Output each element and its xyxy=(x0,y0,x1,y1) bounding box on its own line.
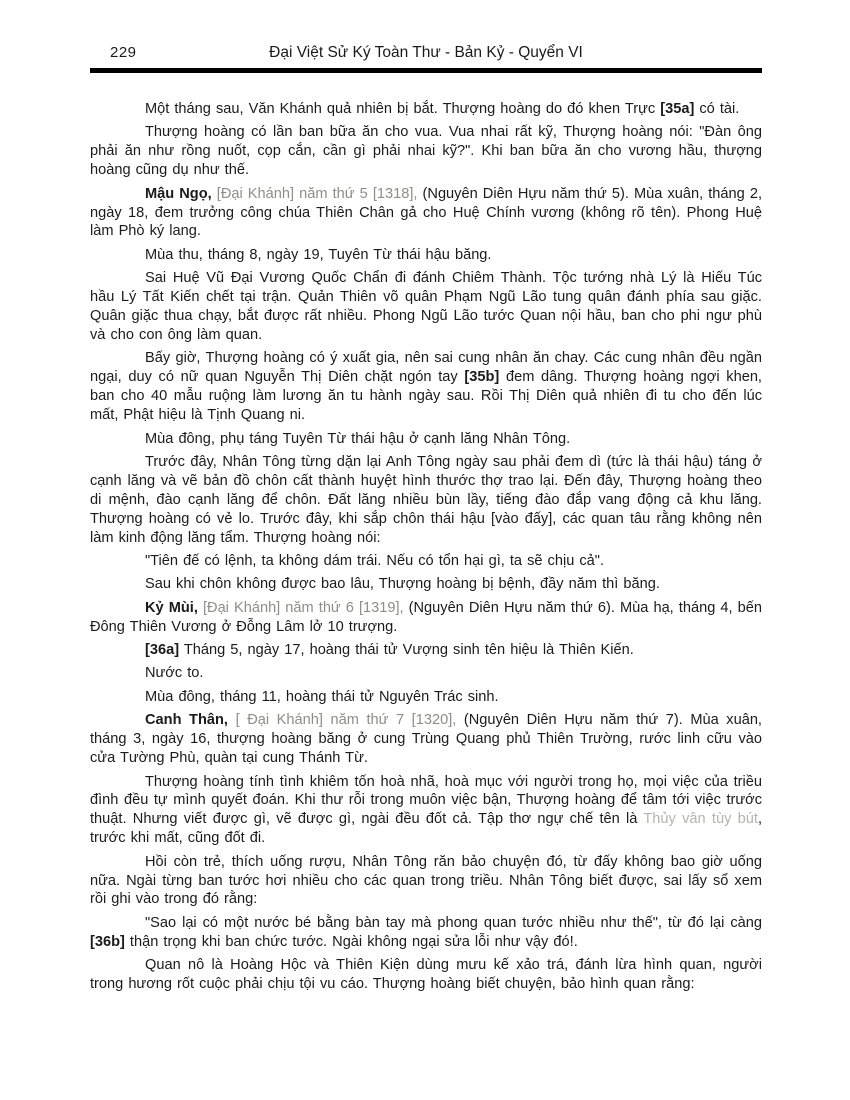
paragraph xyxy=(90,123,762,180)
text-run: Nước to. xyxy=(145,665,204,682)
text-run: Thượng hoàng có lần ban bữa ăn cho vua. Vua nhai rất kỹ, Thượng hoàng nói: "Đàn ông phải ăn như rồng nuốt, cọp cắn, cần gì phải nhai kỹ?". Khi ban bữa ăn cho vương hầu, thượng hoàng cũng dụ như thế. xyxy=(90,124,762,179)
text-run: , trước khi mất, cũng đốt đi. xyxy=(90,811,762,847)
bold-run: [36b] xyxy=(90,933,125,950)
page-number: 229 xyxy=(110,44,137,61)
paragraph xyxy=(90,349,762,425)
text-run: "Tiên đế có lệnh, ta không dám trái. Nếu có tổn hại gì, ta sẽ chịu cả". xyxy=(145,552,605,569)
bold-run: [35a] xyxy=(660,101,695,117)
era-name-run: [Đại Khánh] năm thứ 5 [1318], xyxy=(216,185,423,202)
paragraph xyxy=(90,453,762,548)
text-run: thận trọng khi ban chức tước. Ngài không ngại sửa lỗi như vậy đó!. xyxy=(124,933,578,950)
paragraph xyxy=(90,430,762,449)
text-run: Hồi còn trẻ, thích uống rượu, Nhân Tông răn bảo chuyện đó, từ đấy không bao giờ uống nữa. Ngài từng ban tước hơi nhiều cho các quan trong triều. Nhân Tông biết được, sai lấy sổ xem rồi ghi vào trong đó rằng: xyxy=(90,853,762,908)
paragraph xyxy=(90,914,762,952)
text-run: (Nguyên Diên Hựu năm thứ 6). Mùa hạ, tháng 4, bến Đông Thiên Vương ở Đỗng Lâm lở 10 trượng. xyxy=(90,599,762,635)
text-run: Sai Huệ Vũ Đại Vương Quốc Chẩn đi đánh Chiêm Thành. Tộc tướng nhà Lý là Hiếu Túc hầu Lý Tất Kiến chết tại trận. Quản Thiên võ quân Phạm Ngũ Lão tung quân đánh phía sau giặc. Quân giặc thua chạy, bắt được rất nhiều. Phong Ngũ Lão tước Quan nội hầu, ban cho phi ngư phù và cho con ông làm quan. xyxy=(90,270,762,343)
text-run: Mùa đông, tháng 11, hoàng thái tử Nguyên Trác sinh. xyxy=(145,688,499,705)
paragraph xyxy=(90,100,762,119)
header-rule xyxy=(90,68,762,73)
paragraph xyxy=(90,552,762,571)
book-title-run: Thủy vân tùy bút xyxy=(643,811,758,828)
paragraph xyxy=(90,269,762,345)
paragraph xyxy=(90,853,762,910)
paragraph xyxy=(90,641,762,660)
era-name-run: [ Đại Khánh] năm thứ 7 [1320], xyxy=(235,712,464,729)
text-run: Mùa thu, tháng 8, ngày 19, Tuyên Từ thái hậu băng. xyxy=(145,246,492,263)
text-run: Quan nô là Hoàng Hộc và Thiên Kiện dùng mưu kế xảo trá, đánh lừa hình quan, người trong hương rốt cuộc phải chịu tội vu cáo. Thượng hoàng biết chuyện, bảo hình quan rằng: xyxy=(90,957,762,993)
text-run: Một tháng sau, Văn Khánh quả nhiên bị bắt. Thượng hoàng do đó khen Trực xyxy=(145,101,661,117)
paragraph xyxy=(90,599,762,637)
text-run: Trước đây, Nhân Tông từng dặn lại Anh Tông ngày sau phải đem dì (tức là thái hậu) táng ở cạnh lăng và vẽ bản đồ chôn cất thành huyệt hình thước thợ trao lại. Đến đây, Thượng hoàng theo di mệnh, đào cạnh lăng để chôn. Đất lăng nhiều bùn lầy, tiếng đào đắp vang động cả khu lăng. Thượng hoàng có vẻ lo. Trước đây, khi sắp chôn thái hậu [vào đấy], các quan tâu rằng không nên làm kinh động lăng tẩm. Thượng hoàng nói: xyxy=(90,453,762,546)
paragraph xyxy=(90,246,762,265)
text-run: Thượng hoàng tính tình khiêm tốn hoà nhã, hoà mục với người trong họ, mọi việc của triều đình đều tự mình quyết đoán. Khi thư rỗi trong muôn việc bận, Thượng hoàng để tâm tới việc trước thuật. Nhưng viết được gì, vẽ được gì, ngài đều đốt cả. Tập thơ ngự chế tên là xyxy=(90,773,762,828)
text-run: (Nguyên Diên Hựu năm thứ 7). Mùa xuân, tháng 3, ngày 16, thượng hoàng băng ở cung Trùng Quang phủ Thiên Trường, rước linh cữu vào cửa Tường Phù, quàn tại cung Thánh Từ. xyxy=(90,712,762,767)
paragraph xyxy=(90,711,762,768)
page-body xyxy=(90,100,762,994)
text-run: "Sao lại có một nước bé bằng bàn tay mà phong quan tước nhiều như thế", từ đó lại càng xyxy=(145,914,762,931)
paragraph xyxy=(90,185,762,242)
era-name-run: [Đại Khánh] năm thứ 6 [1319], xyxy=(202,599,409,616)
paragraph xyxy=(90,773,762,849)
text-run: đem dâng. Thượng hoàng ngợi khen, ban cho 40 mẫu ruộng làm lương ăn tu hành ngày sau. Rồi Thị Diên quả nhiên đi tu cho đến lúc mất, Phật hiệu là Tịnh Quang ni. xyxy=(90,369,762,424)
bold-run: [35b] xyxy=(464,369,500,386)
text-run: Tháng 5, ngày 17, hoàng thái tử Vượng sinh tên hiệu là Thiên Kiến. xyxy=(179,642,634,659)
paragraph xyxy=(90,664,762,683)
text-run: (Nguyên Diên Hựu năm thứ 5). Mùa xuân, tháng 2, ngày 18, đem trưởng công chúa Thiên Chân gả cho Huệ Chính vương (không rõ tên). Phong Huệ làm Phò ký lang. xyxy=(90,185,762,240)
bold-run: [36a] xyxy=(145,642,180,659)
bold-run: Kỷ Mùi, xyxy=(145,599,203,616)
text-run: Bấy giờ, Thượng hoàng có ý xuất gia, nên sai cung nhân ăn chay. Các cung nhân đều ngần ngại, duy có nữ quan Nguyễn Thị Diên chặt ngón tay xyxy=(90,350,762,386)
paragraph xyxy=(90,575,762,594)
bold-run: Canh Thân, xyxy=(145,712,236,729)
paragraph xyxy=(90,688,762,707)
paragraph xyxy=(90,956,762,994)
page-title: Đại Việt Sử Ký Toàn Thư - Bản Kỷ - Quyển VI xyxy=(269,44,583,61)
text-run: có tài. xyxy=(694,101,740,117)
page-header xyxy=(90,44,762,64)
text-run: Sau khi chôn không được bao lâu, Thượng hoàng bị bệnh, đầy năm thì băng. xyxy=(145,576,660,593)
text-run: Mùa đông, phụ táng Tuyên Từ thái hậu ở cạnh lăng Nhân Tông. xyxy=(145,430,571,447)
bold-run: Mậu Ngọ, xyxy=(145,185,217,202)
